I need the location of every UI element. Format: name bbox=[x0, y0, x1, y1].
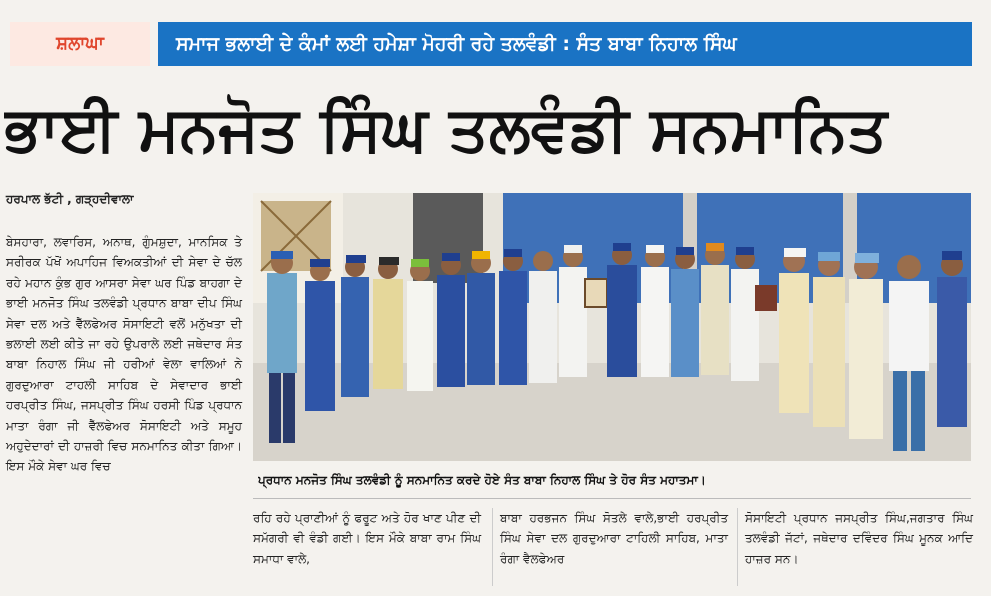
article-body-left-column: ਬੇਸਹਾਰਾ, ਲਵਾਰਿਸ, ਅਨਾਥ, ਗੁੰਮਸ਼ੁਦਾ, ਮਾਨਸਿਕ ਤੇ ਸਰੀਰਕ ਪੱਖੋਂ ਅਪਾਹਿਜ ਵਿਅਕਤੀਆਂ ਦੀ ਸੇਵਾ ਦੇ ਚੱਲ ਰਹੇ ਮਹਾਨ ਕੁੰਭ ਗੁਰ ਆਸਰਾ ਸੇਵਾ ਘਰ ਪਿੰਡ ਬਾਹਗਾ ਦੇ ਭਾਈ ਮਨਜੋਤ ਸਿੰਘ ਤਲਵੰਡੀ ਪ੍ਰਧਾਨ ਬਾਬਾ ਦੀਪ ਸਿੰਘ ਸੇਵਾ ਦਲ ਅਤੇ ਵੈੱਲਫੇਅਰ ਸੋਸਾਇਟੀ ਵਲੋਂ ਮਨੁੱਖਤਾ ਦੀ ਭਲਾਈ ਲਈ ਕੀਤੇ ਜਾ ਰਹੇ ਉਪਰਾਲੇ ਲਈ ਜਥੇਦਾਰ ਸੰਤ ਬਾਬਾ ਨਿਹਾਲ ਸਿੰਘ ਜੀ ਹਰੀਆਂ ਵੇਲਾ ਵਾਲਿਆਂ ਨੇ ਗੁਰਦੁਆਰਾ ਟਾਹਲੀ ਸਾਹਿਬ ਦੇ ਸੇਵਾਦਾਰ ਭਾਈ ਹਰਪ੍ਰੀਤ ਸਿੰਘ, ਜਸਪ੍ਰੀਤ ਸਿੰਘ ਹਰਸੀ ਪਿੰਡ ਪ੍ਰਧਾਨ ਮਾਤਾ ਰੰਗਾ ਜੀ ਵੈੱਲਫੇਅਰ ਸੋਸਾਇਟੀ ਅਤੇ ਸਮੂਹ ਅਹੁਦੇਦਾਰਾਂ ਦੀ ਹਾਜ਼ਰੀ ਵਿਚ ਸਨਮਾਨਿਤ ਕੀਤਾ ਗਿਆ। ਇਸ ਮੌਕੇ ਸੇਵਾ ਘਰ ਵਿਚ bbox=[6, 235, 242, 474]
section-tag: ਸ਼ਲਾਘਾ bbox=[10, 22, 150, 66]
article-body-bottom-column-3: ਸੋਸਾਇਟੀ ਪ੍ਰਧਾਨ ਜਸਪ੍ਰੀਤ ਸਿੰਘ,ਜਗਤਾਰ ਸਿੰਘ ਤਲਵੰਡੀ ਜੱਟਾਂ, ਜਥੇਦਾਰ ਦਵਿੰਦਰ ਸਿੰਘ ਮੂਨਕ ਆਦਿ ਹਾਜ਼ਰ ਸਨ। bbox=[745, 511, 973, 566]
article-body-bottom-column-2: ਬਾਬਾ ਹਰਭਜਨ ਸਿੰਘ ਸੋਤਲੇ ਵਾਲੇ,ਭਾਈ ਹਰਪ੍ਰੀਤ ਸਿੰਘ ਸੇਵਾ ਦਲ ਗੁਰਦੁਆਰਾ ਟਾਹਿਲੀ ਸਾਹਿਬ, ਮਾਤਾ ਰੰਗਾ ਵੈਲਫੇਅਰ bbox=[500, 511, 728, 566]
column-divider-2 bbox=[737, 508, 738, 586]
article-body-bottom-column-1: ਰਹਿ ਰਹੇ ਪ੍ਰਾਣੀਆਂ ਨੂੰ ਫਰੂਟ ਅਤੇ ਹੋਰ ਖਾਣ ਪੀਣ ਦੀ ਸਮੱਗਰੀ ਵੀ ਵੰਡੀ ਗਈ। ਇਸ ਮੌਕੇ ਬਾਬਾ ਰਾਮ ਸਿੰਘ ਸਮਾਧਾ ਵਾਲੇ, bbox=[253, 511, 481, 566]
kicker-text: ਸਮਾਜ ਭਲਾਈ ਦੇ ਕੰਮਾਂ ਲਈ ਹਮੇਸ਼ਾ ਮੋਹਰੀ ਰਹੇ ਤਲਵੰਡੀ : ਸੰਤ ਬਾਬਾ ਨਿਹਾਲ ਸਿੰਘ bbox=[158, 22, 972, 66]
photo-caption: ਪ੍ਰਧਾਨ ਮਨਜੋਤ ਸਿੰਘ ਤਲਵੰਡੀ ਨੂੰ ਸਨਮਾਨਿਤ ਕਰਦੇ ਹੋਏ ਸੰਤ ਬਾਬਾ ਨਿਹਾਲ ਸਿੰਘ ਤੇ ਹੋਰ ਸੰਤ ਮਹਾਤਮਾ। bbox=[258, 473, 706, 487]
byline: ਹਰਪਾਲ ਭੱਟੀ , ਗੜ੍ਹਦੀਵਾਲਾ bbox=[6, 192, 134, 206]
clipped-previous-text-strip bbox=[0, 0, 991, 14]
group-photo bbox=[253, 193, 971, 461]
headline: ਭਾਈ ਮਨਜੋਤ ਸਿੰਘ ਤਲਵੰਡੀ ਸਨਮਾਨਿਤ bbox=[4, 92, 888, 165]
column-divider-1 bbox=[492, 508, 493, 586]
group-photo-illustration bbox=[253, 193, 971, 461]
kicker-bar bbox=[10, 22, 972, 66]
caption-divider bbox=[253, 498, 971, 499]
